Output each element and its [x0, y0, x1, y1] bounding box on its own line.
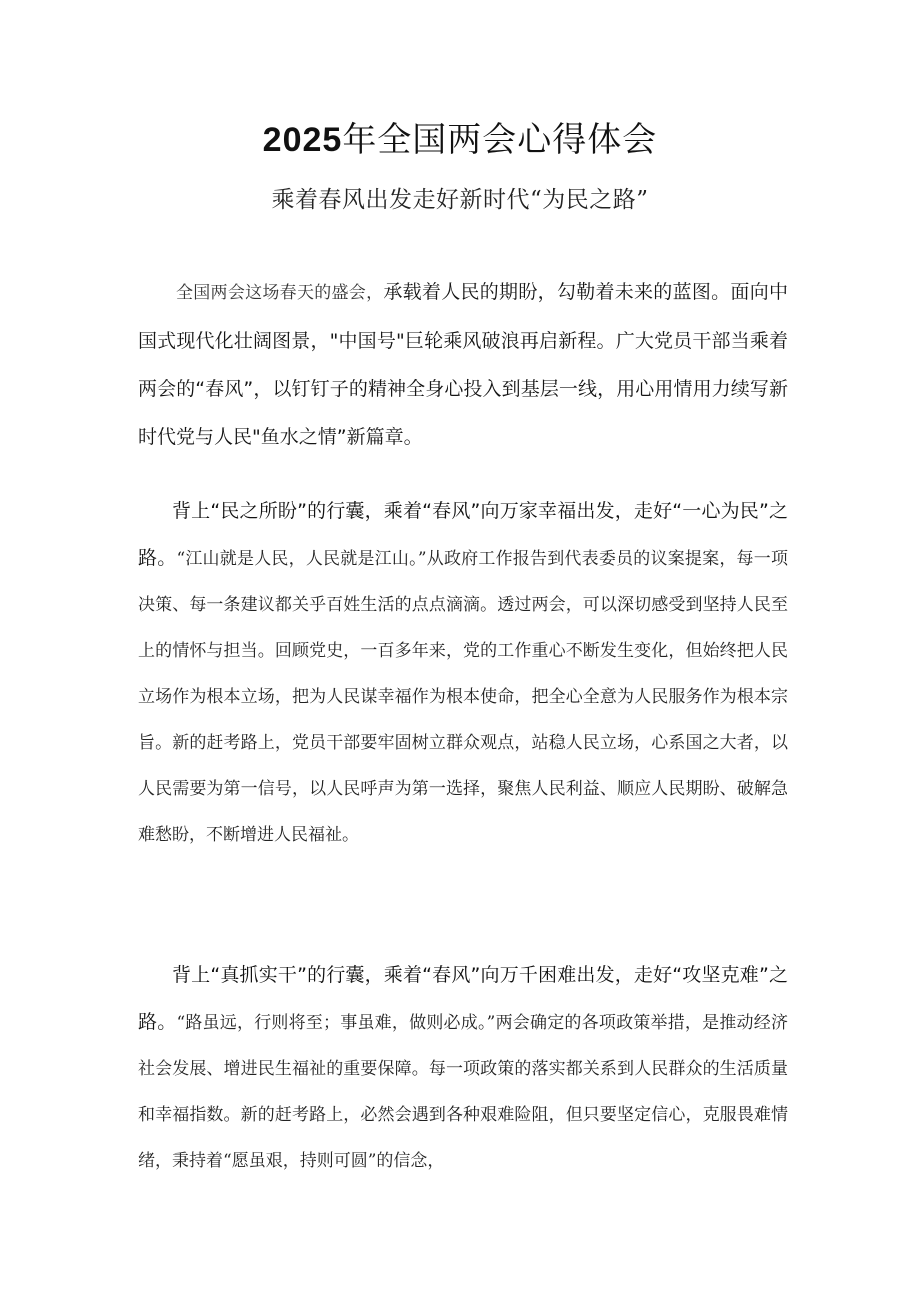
intro-text: 承载着人民的期盼，勾勒着未来的蓝图。面向中国式现代化壮阔图景，"中国号"巨轮乘风破浪再启新程。广大党员干部当乘着两会的“春风”，以钉钉子的精神全身心投入到基层一线，用心用情用力续写新时代党与人民"鱼水之情”新篇章。 [138, 281, 788, 448]
intro-paragraph [138, 268, 788, 461]
title-year: 2025 [262, 121, 343, 159]
section-heading: 背上“民之所盼”的行囊，乘着“春风”向万家幸福出发，走好“一心为民”之路。 [138, 500, 788, 569]
section-heading: 背上“真抓实干”的行囊，乘着“春风”向万千困难出发，走好“攻坚克难”之路。 [138, 964, 788, 1033]
document-title [0, 112, 920, 168]
section-body: “路虽远，行则将至；事虽难，做则必成。”两会确定的各项政策举措，是推动经济社会发展、增进民生福祉的重要保障。每一项政策的落实都关系到人民群众的生活质量和幸福指数。新的赶考路上，必然会遇到各种艰难险阻，但只要坚定信心，克服畏难情绪，秉持着“愿虽艰，持则可圆”的信念， [138, 1013, 788, 1171]
intro-lead: 全国两会这场春天的盛会， [176, 283, 384, 303]
section-body: “江山就是人民，人民就是江山。”从政府工作报告到代表委员的议案提案，每一项决策、每一条建议都关乎百姓生活的点点滴滴。透过两会，可以深切感受到坚持人民至上的情怀与担当。回顾党史，一百多年来，党的工作重心不断发生变化，但始终把人民立场作为根本立场，把为人民谋幸福作为根本使命，把全心全意为人民服务作为根本宗旨。新的赶考路上，党员干部要牢固树立群众观点，站稳人民立场，心系国之大者，以人民需要为第一信号，以人民呼声为第一选择，聚焦人民利益、顺应人民期盼、破解急难愁盼，不断增进人民福祉。 [138, 549, 788, 845]
title-text: 年全国两会心得体会 [342, 120, 658, 160]
document-subtitle: 乘着春风出发走好新时代“为民之路” [271, 187, 649, 213]
section-paragraph [138, 488, 788, 858]
section-paragraph [138, 952, 788, 1184]
